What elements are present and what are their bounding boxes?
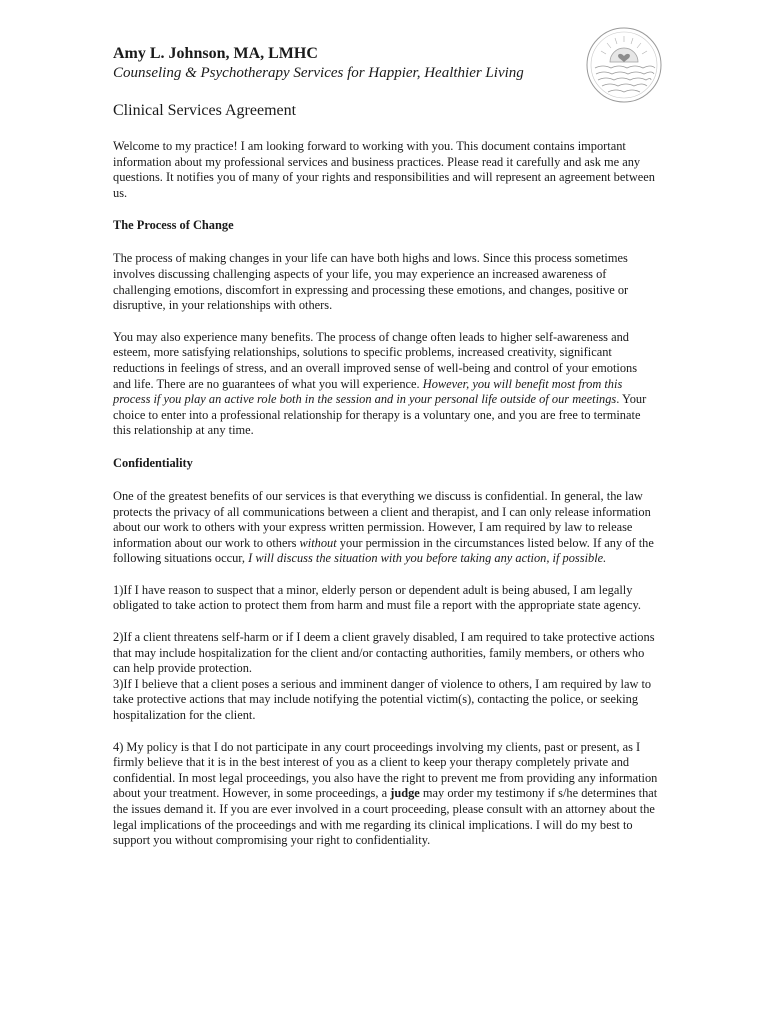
confidentiality-item-1: 1)If I have reason to suspect that a minor, elderly person or dependent adult is being abused, I am legally obligated to take action to protect them from harm and must file a report with the appropriate state agency. — [113, 582, 642, 613]
practitioner-name: Amy L. Johnson, MA, LMHC — [113, 45, 318, 62]
confidentiality-item-2: 2)If a client threatens self-harm or if I deem a client gravely disabled, I am required to take protective actions that may include hospitalization for the client and/or contacting authorities, family members, or others who can help provide protection. — [113, 630, 655, 676]
agreement-page — [113, 44, 658, 849]
confidentiality-item-3: 3)If I believe that a client poses a serious and imminent danger of violence to others, I am required by law to take protective actions that may include notifying the potential victim(s), contacting the police, or seeking hospitalization for the client. — [113, 676, 652, 723]
process-p2-italic: However, you will benefit most from this process if you play an active role both in the session and in your personal life outside of our meetings — [113, 376, 623, 407]
practice-tagline: Counseling & Psychotherapy Services for Happier, Healthier Living — [113, 65, 524, 81]
conf-p1-italic: without — [299, 535, 337, 550]
conf-p1-text: One of the greatest benefits of our services is that everything we discuss is confidential. In general, the law protects the privacy of all communications between a client and therapist, and I can only release information about our work to others with your express written permission. However, I am required by law to release information about our work to others — [113, 488, 651, 550]
section-heading-confidentiality: Confidentiality — [113, 455, 193, 470]
document-title: Clinical Services Agreement — [113, 102, 297, 119]
conf-p1-text-mid: your permission in the circumstances listed below. If any of the following situations occur, — [113, 535, 654, 566]
process-p2-text: You may also experience many benefits. The process of change often leads to higher self-awareness and esteem, more satisfying relationships, solutions to specific problems, increased creativity, significant reductions in feelings of stress, and an overall improved sense of well-being and control of your emotions and life. There are no guarantees of what you will experience. — [113, 329, 638, 391]
conf-p1-italic-end: I will discuss the situation with you before taking any action, if possible. — [248, 551, 607, 566]
confidentiality-item-4 — [113, 740, 658, 849]
process-paragraph-1: The process of making changes in your life can have both highs and lows. Since this process sometimes involves discussing challenging aspects of your life, you may experience an increased awareness of challenging emotions, discomfort in expressing and processing these emotions, and changes, positive or disruptive, in your relationships with others. — [113, 251, 629, 313]
process-p2-text-end: . Your choice to enter into a professional relationship for therapy is a voluntary one, and you are free to terminate this relationship at any time. — [113, 392, 647, 438]
confidentiality-paragraph — [113, 489, 658, 567]
conf-item4-text: 4) My policy is that I do not participate in any court proceedings involving my clients, past or present, as I firmly believe that it is in the best interest of you as a client to keep your therapy completely private and confidential. In most legal proceedings, you also have the right to prevent me from providing any information about your treatment. However, in some proceedings, a — [113, 739, 658, 801]
section-heading-process: The Process of Change — [113, 218, 234, 233]
process-paragraph-2 — [113, 330, 658, 439]
conf-item4-text-end: may order my testimony if s/he determines that the issues demand it. If you are ever involved in a court proceeding, please consult with an attorney about the legal implications of the proceedings and with me regarding its clinical implications. I will do my best to support you without compromising your right to confidentiality. — [113, 786, 658, 848]
conf-item4-bold: judge — [390, 786, 420, 801]
intro-paragraph: Welcome to my practice! I am looking forward to working with you. This document contains important information about my professional services and business practices. Please read it carefully and ask me any questions. It notifies you of many of your rights and responsibilities and will represent an agreement between us. — [113, 139, 655, 200]
